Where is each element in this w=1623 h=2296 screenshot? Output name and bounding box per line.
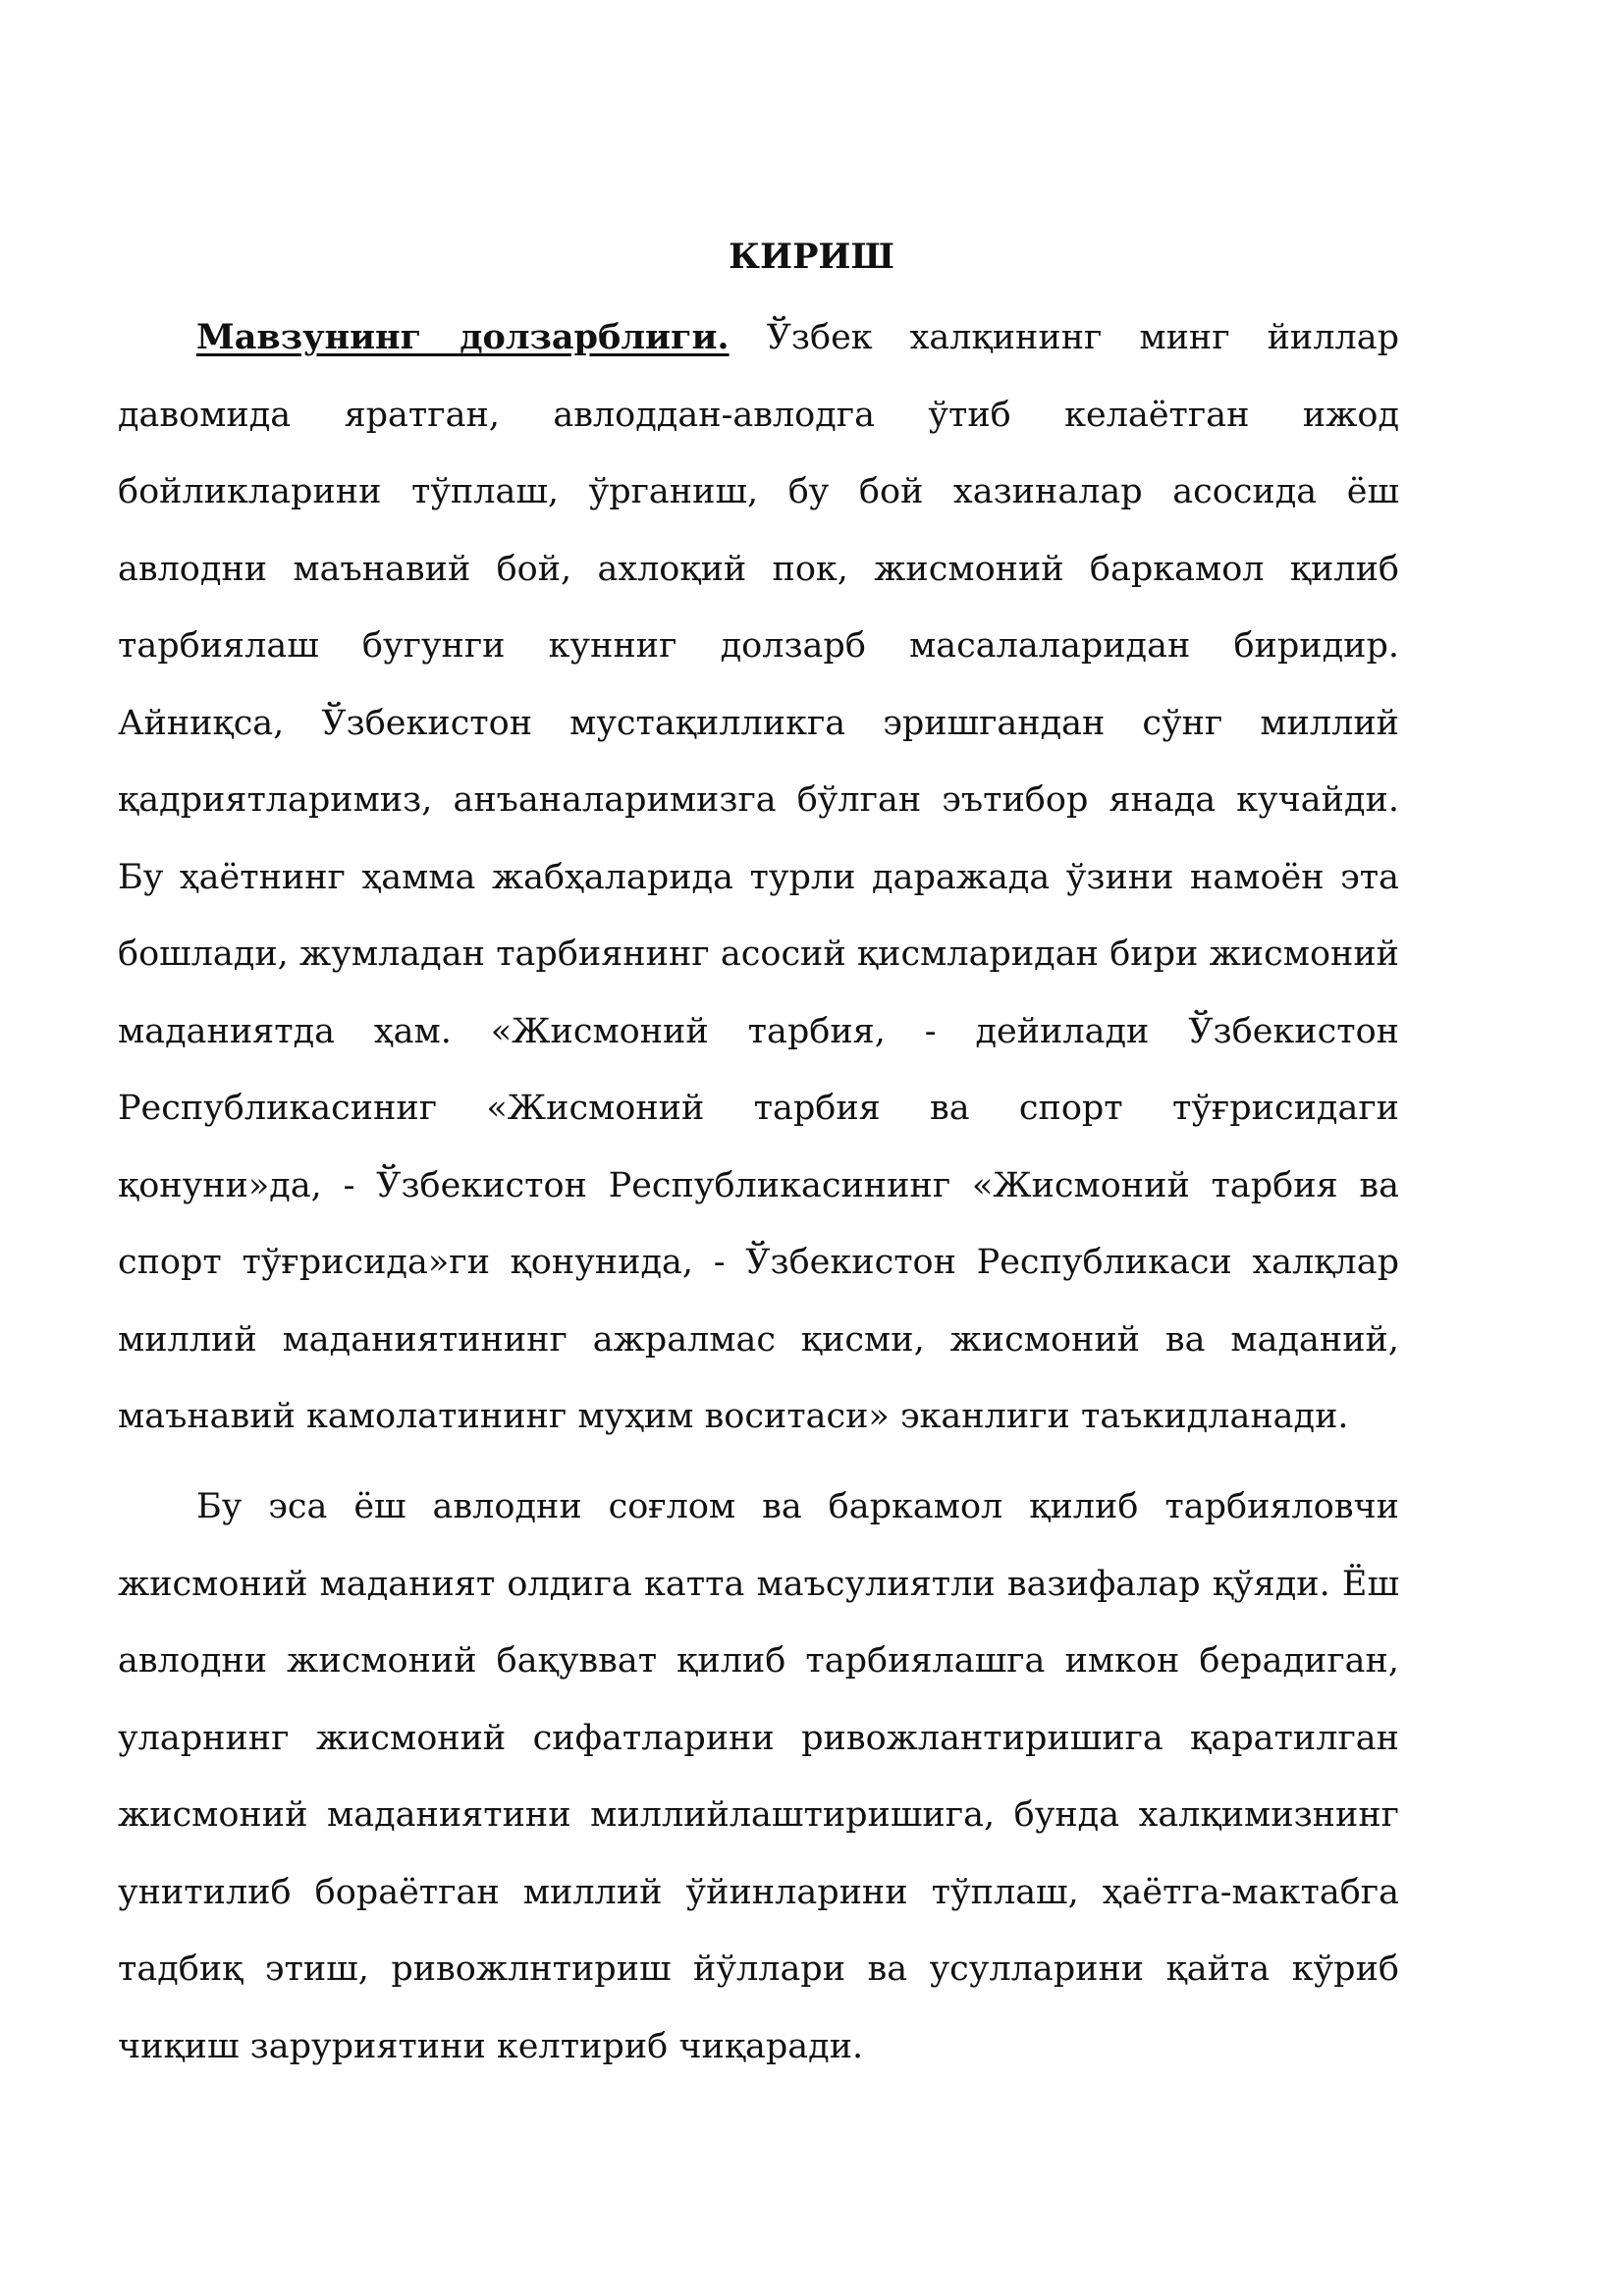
paragraph-relevance-text: Ўзбек халқининг минг йиллар давомида яратган, авлоддан-авлодга ўтиб келаётган ижод бойликларини тўплаш, ўрганиш, бу бой хазиналар асосида ёш авлодни маънавий бой, ахлоқий пок, жисмоний баркамол қилиб тарбиялаш бугунги кунниг долзарб масалаларидан биридир. Айниқса, Ўзбекистон мустақилликга эришгандан сўнг миллий қадриятларимиз, анъаналаримизга бўлган эътибор янада кучайди. Бу ҳаётнинг ҳамма жабҳаларида турли даражада ўзини намоён эта бошлади, жумладан тарбиянинг асосий қисмларидан бири жисмоний маданиятда ҳам. «Жисмоний тарбия, - дейилади Ўзбекистон Республикасиниг «Жисмоний тарбия ва спорт тўғрисидаги қонуни»да, - Ўзбекистон Республикасининг «Жисмоний тарбия ва спорт тўғрисида»ги қонунида, - Ўзбекистон Республикаси халқлар миллий маданиятининг ажралмас қисми, жисмоний ва маданий, маънавий камолатининг муҳим воситаси» эканлиги таъкидланади. [118, 318, 1399, 1436]
paragraph-second [118, 1468, 1399, 2085]
section-lead-heading: Мавзунинг долзарблиги. [196, 317, 730, 357]
page-title: КИРИШ [729, 237, 894, 277]
paragraph-second-text: Бу эса ёш авлодни соғлом ва баркамол қилиб тарбияловчи жисмоний маданият олдига катта маъсулиятли вазифалар қўяди. Ёш авлодни жисмоний бақувват қилиб тарбиялашга имкон берадиган, уларнинг жисмоний сифатларини ривожлантиришига қаратилган жисмоний маданиятини миллийлаштиришига, бунда халқимизнинг унитилиб бораётган миллий ўйинларини тўплаш, ҳаётга-мактабга тадбиқ этиш, ривожлнтириш йўллари ва усулларини қайта кўриб чиқиш заруриятини келтириб чиқаради. [118, 1487, 1399, 2066]
paragraph-relevance [118, 299, 1399, 1456]
